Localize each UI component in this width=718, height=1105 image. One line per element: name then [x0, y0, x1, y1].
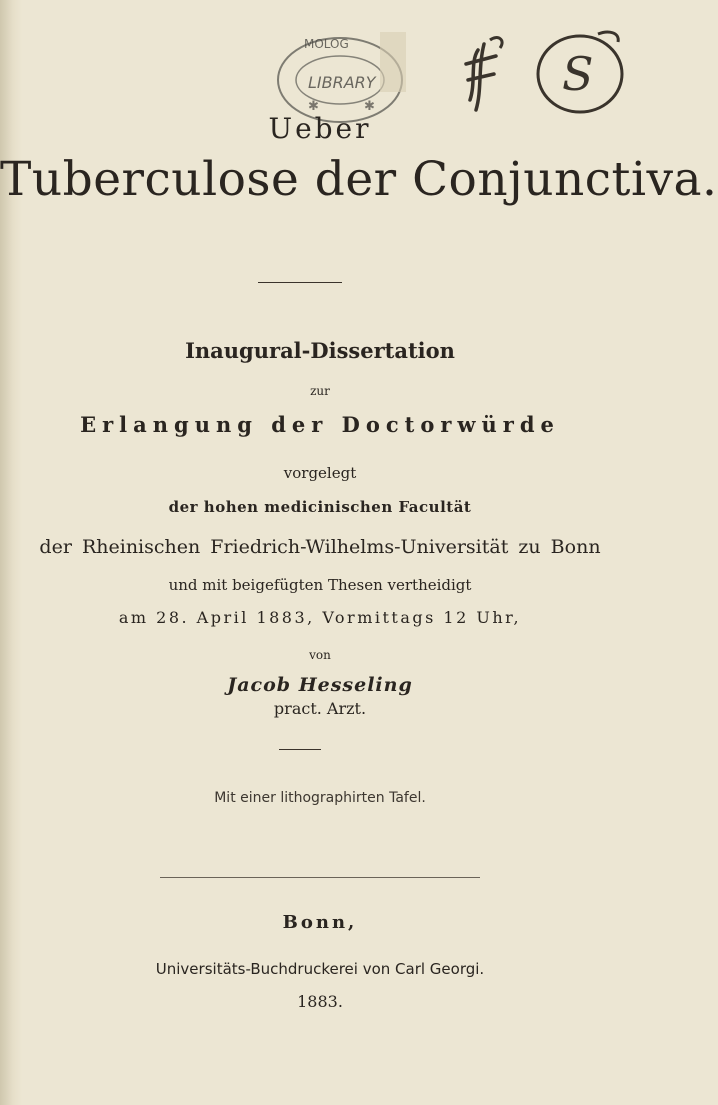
- svg-text:✱: ✱: [308, 99, 319, 114]
- defense-date: am 28. April 1883, Vormittags 12 Uhr,: [118, 608, 522, 627]
- theses-line: und mit beigefügten Thesen vertheidigt: [168, 576, 472, 594]
- text-zur: zur: [310, 384, 330, 398]
- handwritten-signature: [448, 22, 628, 117]
- imprint-printer: Universitäts-Buchdruckerei von Carl Georgi.: [155, 960, 485, 978]
- imprint-year: 1883.: [297, 992, 343, 1011]
- text-von: von: [309, 648, 331, 662]
- author-title: pract. Arzt.: [273, 699, 367, 718]
- divider-imprint: [160, 877, 480, 878]
- signature-letter: S: [562, 47, 594, 101]
- university-line: der Rheinischen Friedrich-Wilhelms-Universität zu Bonn: [39, 536, 601, 558]
- dissertation-heading: Inaugural-Dissertation: [185, 338, 455, 363]
- degree-line: Erlangung der Doctorwürde: [80, 412, 560, 437]
- divider-middle: [279, 749, 321, 750]
- title-ueber: Ueber: [268, 112, 372, 145]
- author-name: Jacob Hesseling: [227, 674, 413, 696]
- stamp-center-text: LIBRARY: [308, 73, 376, 92]
- faculty-line: der hohen medicinischen Facultät: [168, 498, 472, 516]
- page-title: Tuberculose der Conjunctiva.: [0, 152, 718, 207]
- plate-note: Mit einer lithographirten Tafel.: [214, 790, 426, 806]
- stamp-top-text: MOLOG: [304, 37, 349, 51]
- svg-text:✱: ✱: [364, 99, 375, 114]
- divider-top: [258, 282, 342, 283]
- imprint-city: Bonn,: [282, 912, 358, 933]
- text-vorgelegt: vorgelegt: [283, 464, 357, 482]
